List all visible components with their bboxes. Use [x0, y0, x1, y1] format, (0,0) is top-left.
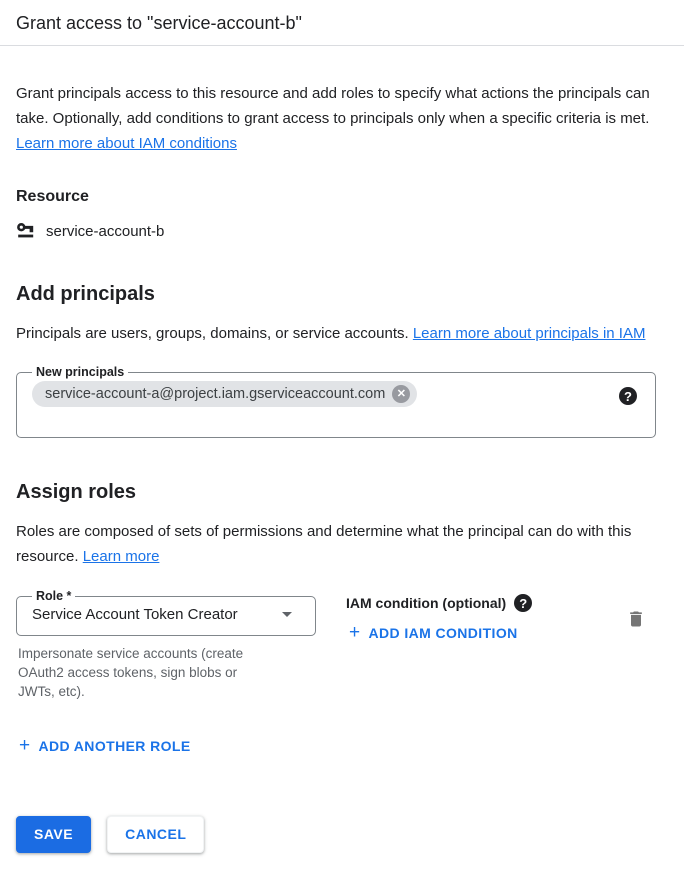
- add-principals-text: Principals are users, groups, domains, or service accounts.: [16, 325, 413, 342]
- help-icon[interactable]: ?: [514, 594, 532, 612]
- roles-learn-more-link[interactable]: Learn more: [82, 548, 160, 565]
- role-select-inner: [30, 604, 302, 635]
- add-another-role-button[interactable]: [19, 735, 191, 756]
- assign-roles-description: [16, 519, 666, 569]
- cancel-button[interactable]: CANCEL: [107, 816, 204, 853]
- iam-condition-column: [346, 589, 532, 643]
- iam-condition-label: IAM condition (optional): [346, 595, 507, 611]
- close-icon[interactable]: ✕: [392, 385, 410, 403]
- role-label: Role *: [36, 589, 72, 603]
- resource-heading: Resource: [16, 188, 89, 205]
- assign-roles-text: Roles are composed of sets of permissions and determine what the principal can do with this resource.: [16, 523, 632, 565]
- new-principals-field[interactable]: [16, 365, 656, 438]
- dialog-header: [0, 0, 684, 46]
- new-principals-label: New principals: [36, 365, 125, 379]
- iam-conditions-link[interactable]: Learn more about IAM conditions: [16, 135, 237, 152]
- principals-learn-more-link[interactable]: Learn more about principals in IAM: [412, 325, 646, 342]
- role-selected-value: Service Account Token Creator: [32, 606, 238, 623]
- role-helper-text: Impersonate service accounts (create OAuth2 access tokens, sign blobs or JWTs, etc).: [18, 646, 244, 699]
- intro-paragraph: [16, 81, 666, 156]
- service-account-icon: [16, 221, 37, 241]
- add-principals-heading: Add principals: [16, 283, 155, 305]
- principal-chip[interactable]: [32, 381, 417, 407]
- assign-roles-heading: Assign roles: [16, 481, 137, 503]
- add-role-row: [16, 735, 668, 756]
- add-principals-description: [16, 321, 666, 346]
- resource-row: [16, 221, 668, 241]
- add-another-role-label: ADD ANOTHER ROLE: [38, 738, 191, 754]
- dialog-footer: [16, 816, 668, 853]
- iam-condition-label-row: [346, 594, 532, 612]
- new-principals-inner: [30, 380, 642, 437]
- add-iam-condition-button[interactable]: [349, 622, 518, 643]
- plus-icon: +: [19, 735, 31, 756]
- delete-role-column: [624, 607, 648, 634]
- dialog-title: Grant access to "service-account-b": [16, 13, 302, 33]
- chevron-down-icon: [282, 612, 292, 617]
- help-icon[interactable]: ?: [619, 387, 637, 405]
- role-column: [16, 589, 316, 701]
- save-button[interactable]: SAVE: [16, 816, 91, 853]
- plus-icon: +: [349, 622, 361, 643]
- delete-role-button[interactable]: [624, 607, 648, 631]
- principal-chip-label: service-account-a@project.iam.gserviceaccount.com: [45, 386, 386, 402]
- resource-name: service-account-b: [46, 222, 165, 240]
- intro-text: Grant principals access to this resource and add roles to specify what actions the principals can take. Optionally, add conditions to grant access to principals only when a specific criteria is met.: [16, 85, 650, 127]
- dialog-content: [0, 81, 684, 853]
- role-row: [16, 589, 668, 701]
- add-iam-condition-label: ADD IAM CONDITION: [368, 625, 518, 641]
- role-select[interactable]: [16, 589, 316, 636]
- trash-icon: [626, 609, 646, 629]
